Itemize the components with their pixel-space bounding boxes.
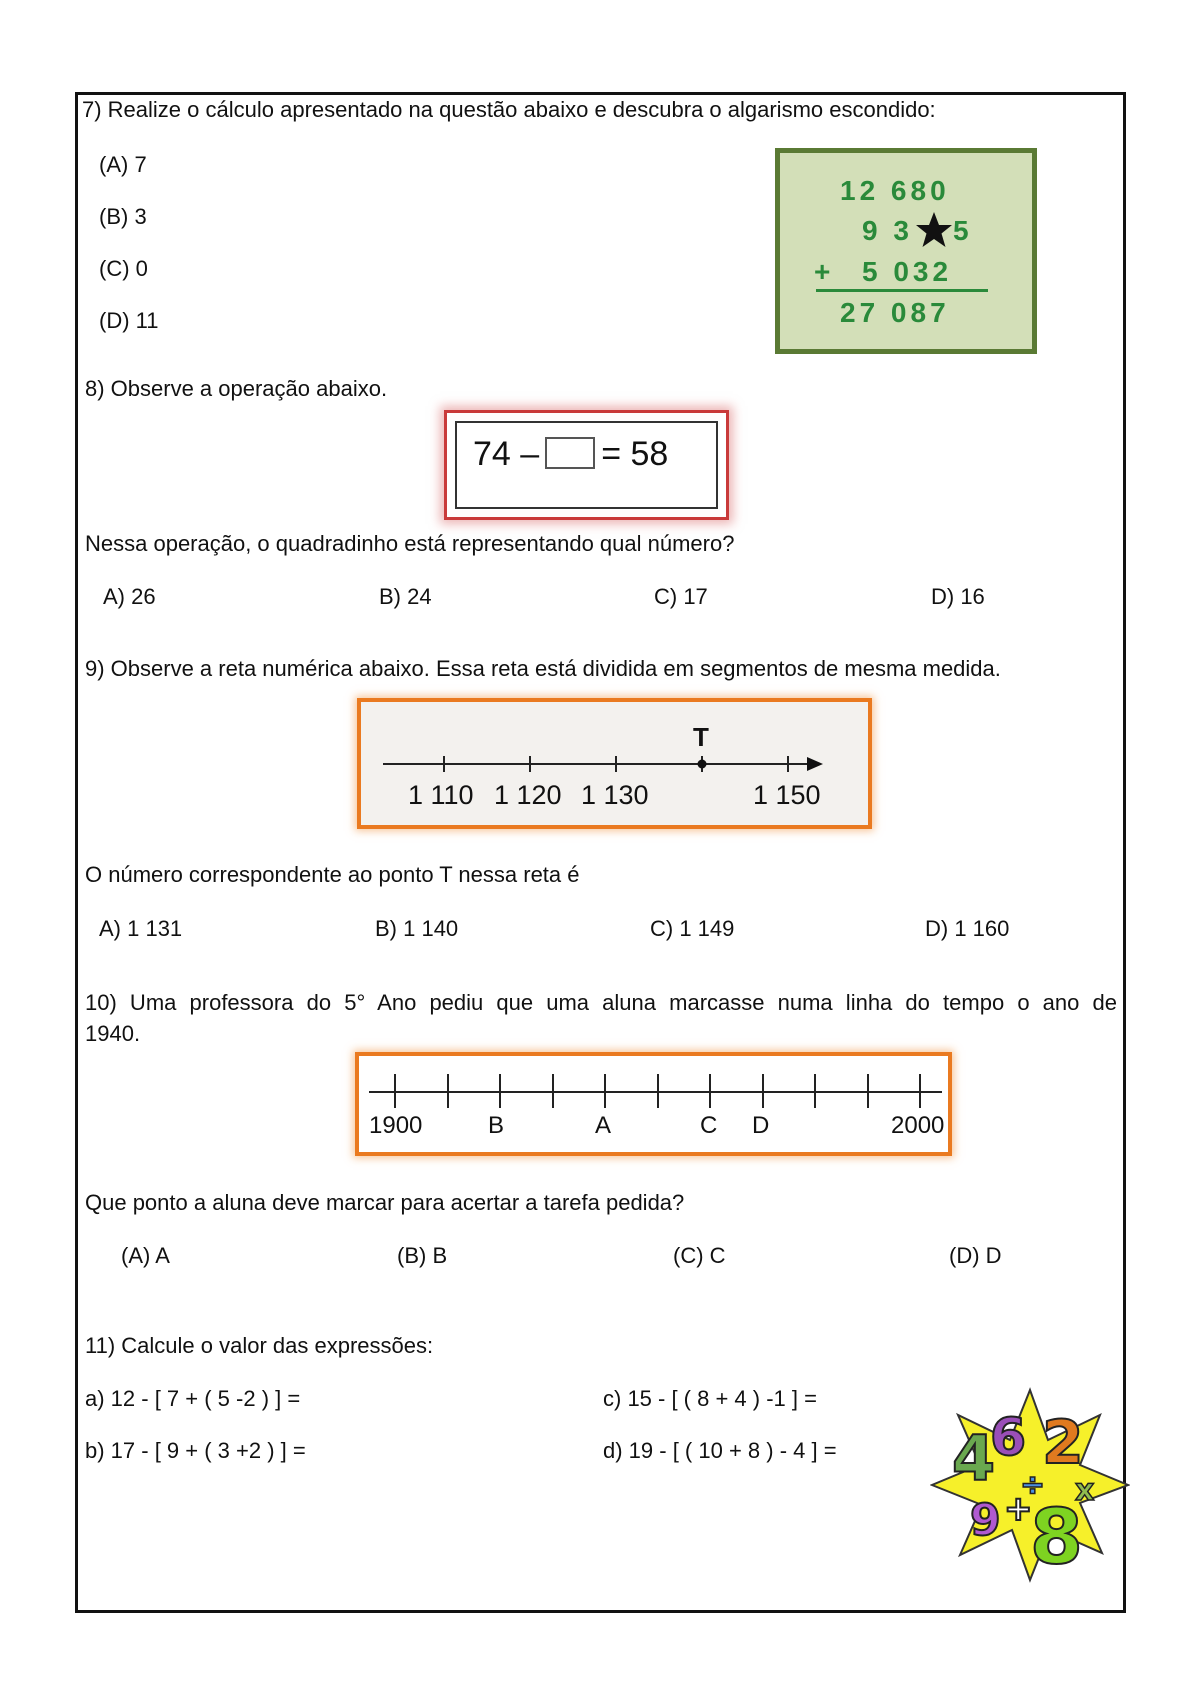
- q7-option-b: (B) 3: [99, 204, 147, 229]
- operation-left: 74 –: [473, 435, 540, 473]
- arrow-icon: [807, 757, 823, 771]
- sum-line: [816, 289, 988, 292]
- svg-text:9: 9: [970, 1495, 1001, 1546]
- q10-option-a: (A) A: [121, 1243, 170, 1268]
- timeline-label-a: A: [595, 1112, 612, 1139]
- q10-text-line1: 10) Uma professora do 5° Ano pediu que uma aluna marcasse numa linha do tempo o ano de: [85, 990, 1117, 1015]
- tick-label-1120: 1 120: [494, 780, 562, 810]
- math-numbers-icon: [930, 1385, 1130, 1585]
- svg-text:8: 8: [1030, 1492, 1083, 1581]
- q8-option-a: A) 26: [103, 584, 156, 609]
- tick-label-1130: 1 130: [581, 780, 649, 810]
- q7-option-d: (D) 11: [99, 308, 159, 333]
- timeline-box: [355, 1052, 952, 1156]
- q9-option-b: B) 1 140: [375, 916, 459, 941]
- q9-option-a: A) 1 131: [99, 916, 183, 941]
- q10-text-line2: 1940.: [85, 1021, 141, 1046]
- expression-a: a) 12 - [ 7 + ( 5 -2 ) ] =: [85, 1386, 301, 1411]
- expression-b: b) 17 - [ 9 + ( 3 +2 ) ] =: [85, 1438, 306, 1463]
- svg-text:6: 6: [990, 1408, 1027, 1468]
- q8-option-d: D) 16: [931, 584, 985, 609]
- timeline-label-1900: 1900: [369, 1112, 423, 1139]
- addition-box: [775, 148, 1037, 354]
- svg-text:+: +: [1004, 1489, 1033, 1529]
- addition-result: 27 087: [840, 297, 950, 328]
- q7-option-c: (C) 0: [99, 256, 148, 281]
- timeline-label-d: D: [752, 1112, 770, 1139]
- q9-question: O número correspondente ao ponto T nessa reta é: [85, 862, 580, 887]
- expression-c: c) 15 - [ ( 8 + 4 ) -1 ] =: [603, 1386, 817, 1411]
- q8-option-b: B) 24: [379, 584, 432, 609]
- timeline: [359, 1056, 948, 1152]
- plus-sign: +: [814, 256, 831, 287]
- q9-text: 9) Observe a reta numérica abaixo. Essa reta está dividida em segmentos de mesma medida.: [85, 656, 1001, 681]
- addition-row3: 5 032: [862, 256, 953, 287]
- q8-question: Nessa operação, o quadradinho está representando qual número?: [85, 531, 735, 556]
- timeline-label-b: B: [488, 1112, 505, 1139]
- point-t-label: T: [693, 722, 709, 752]
- tick-label-1150: 1 150: [753, 780, 821, 810]
- operation-box: [444, 410, 729, 520]
- blank-square: [545, 437, 595, 469]
- q8-option-c: C) 17: [654, 584, 708, 609]
- addition-row2-right: 5: [953, 215, 973, 246]
- q10-option-d: (D) D: [949, 1243, 1002, 1268]
- q9-option-c: C) 1 149: [650, 916, 735, 941]
- operation-right: = 58: [601, 435, 669, 473]
- q10-option-c: (C) C: [673, 1243, 726, 1268]
- timeline-label-2000: 2000: [891, 1112, 945, 1139]
- svg-text:2: 2: [1042, 1408, 1084, 1478]
- svg-text:4: 4: [952, 1422, 996, 1495]
- addition-row2-left: 9 3: [862, 215, 913, 246]
- q7-text: 7) Realize o cálculo apresentado na questão abaixo e descubra o algarismo escondido:: [82, 97, 936, 122]
- expression-d: d) 19 - [ ( 10 + 8 ) - 4 ] =: [603, 1438, 837, 1463]
- q10-question: Que ponto a aluna deve marcar para acertar a tarefa pedida?: [85, 1190, 685, 1215]
- point-t-marker: [698, 760, 707, 769]
- q10-option-b: (B) B: [397, 1243, 448, 1268]
- tick-label-1110: 1 110: [408, 780, 474, 810]
- svg-text:x: x: [1075, 1473, 1095, 1508]
- number-line-box: [357, 698, 872, 829]
- star-icon: [915, 211, 953, 249]
- svg-text:÷: ÷: [1020, 1468, 1046, 1503]
- q9-option-d: D) 1 160: [925, 916, 1010, 941]
- operation: [473, 435, 668, 474]
- q8-text: 8) Observe a operação abaixo.: [85, 376, 388, 401]
- timeline-label-c: C: [700, 1112, 718, 1139]
- q11-text: 11) Calcule o valor das expressões:: [85, 1333, 434, 1358]
- q7-option-a: (A) 7: [99, 152, 147, 177]
- addition-row1: 12 680: [840, 175, 950, 206]
